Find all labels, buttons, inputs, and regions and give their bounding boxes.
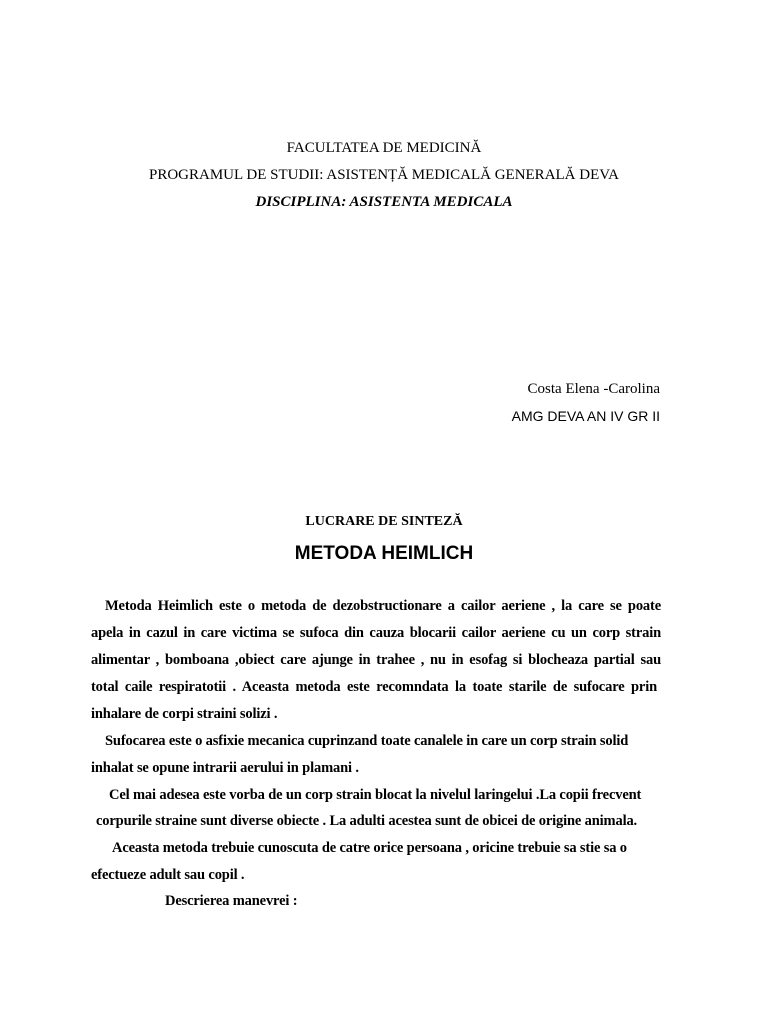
paragraph-2-line-1: Sufocarea este o asfixie mecanica cuprinzand toate canalele in care un corp strain solid — [105, 733, 629, 749]
document-subtitle: LUCRARE DE SINTEZĂ — [305, 514, 463, 529]
section-label-description: Descrierea manevrei : — [165, 893, 298, 909]
paragraph-1-line-2: apela in cazul in care victima se sufoca din cauza blocarii cailor aeriene cu un corp strain — [91, 625, 661, 641]
paragraph-1-line-5: inhalare de corpi straini solizi . — [91, 706, 278, 722]
program-heading: PROGRAMUL DE STUDII: ASISTENȚĂ MEDICALĂ GENERALĂ DEVA — [149, 167, 619, 183]
paragraph-1-line-1: Metoda Heimlich este o metoda de dezobstructionare a cailor aeriene , la care se poate — [105, 598, 661, 614]
paragraph-1-line-4: total caile respiratotii . Aceasta metoda este recomndata la toate starile de sufocare prin — [91, 679, 657, 695]
discipline-heading: DISCIPLINA: ASISTENTA MEDICALA — [255, 194, 513, 210]
paragraph-1-line-3: alimentar , bomboana ,obiect care ajunge in trahee , nu in esofag si blocheaza partial sau — [91, 652, 661, 668]
paragraph-3-line-1: Cel mai adesea este vorba de un corp strain blocat la nivelul laringelui .La copii frecvent — [109, 787, 642, 803]
document-title: METODA HEIMLICH — [294, 543, 474, 564]
faculty-heading: FACULTATEA DE MEDICINĂ — [286, 140, 482, 156]
author-name: Costa Elena -Carolina — [527, 381, 660, 397]
paragraph-4-line-2: efectueze adult sau copil . — [91, 867, 245, 883]
paragraph-2-line-2: inhalat se opune intrarii aerului in plamani . — [91, 760, 359, 776]
paragraph-3-line-2: corpurile straine sunt diverse obiecte . La adulti acestea sunt de obicei de origine animala. — [96, 813, 638, 829]
paragraph-4-line-1: Aceasta metoda trebuie cunoscuta de catre orice persoana , oricine trebuie sa stie sa o — [112, 840, 627, 856]
author-group: AMG DEVA AN IV GR II — [511, 408, 660, 424]
